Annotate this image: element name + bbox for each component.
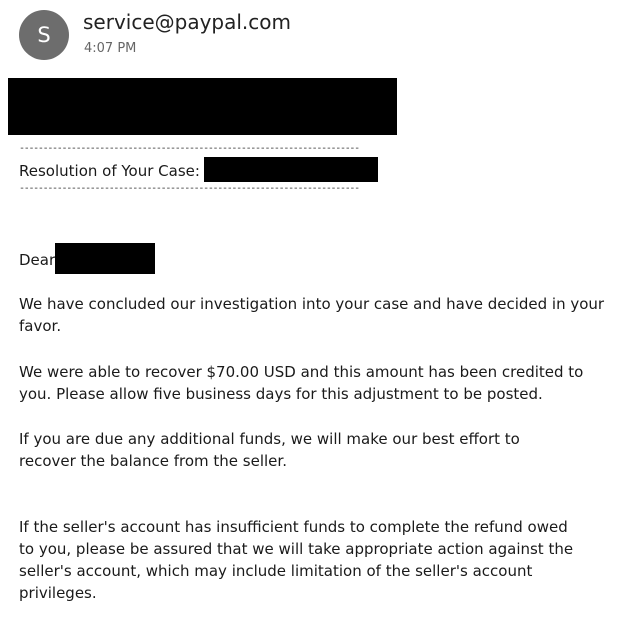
greeting: Dear: [19, 251, 56, 269]
message-time: 4:07 PM: [84, 41, 137, 56]
separator-top: ------------------------------------------------------------------------: [19, 144, 359, 154]
paragraph-additional-funds: If you are due any additional funds, we will make our best effort to recover the balance from the seller.: [19, 430, 520, 470]
sender-email: service@paypal.com: [83, 10, 292, 34]
case-label: Resolution of Your Case:: [19, 162, 200, 180]
redacted-banner: [8, 78, 397, 135]
redacted-recipient-name: [55, 243, 155, 274]
paragraph-recovered-amount: We were able to recover $70.00 USD and this amount has been credited to you. Please allow five business days for this adjustment to be posted.: [19, 363, 584, 403]
paragraph-insufficient-funds: If the seller's account has insufficient funds to complete the refund owed to you, please be assured that we will take appropriate action against the seller's account, which may include limitation of the seller's account privileges.: [19, 518, 574, 602]
paragraph-investigation: We have concluded our investigation into your case and have decided in your favor.: [19, 295, 605, 335]
sender-avatar: S: [19, 10, 69, 60]
redacted-case-id: [204, 157, 378, 182]
separator-bottom: ------------------------------------------------------------------------: [19, 184, 359, 194]
